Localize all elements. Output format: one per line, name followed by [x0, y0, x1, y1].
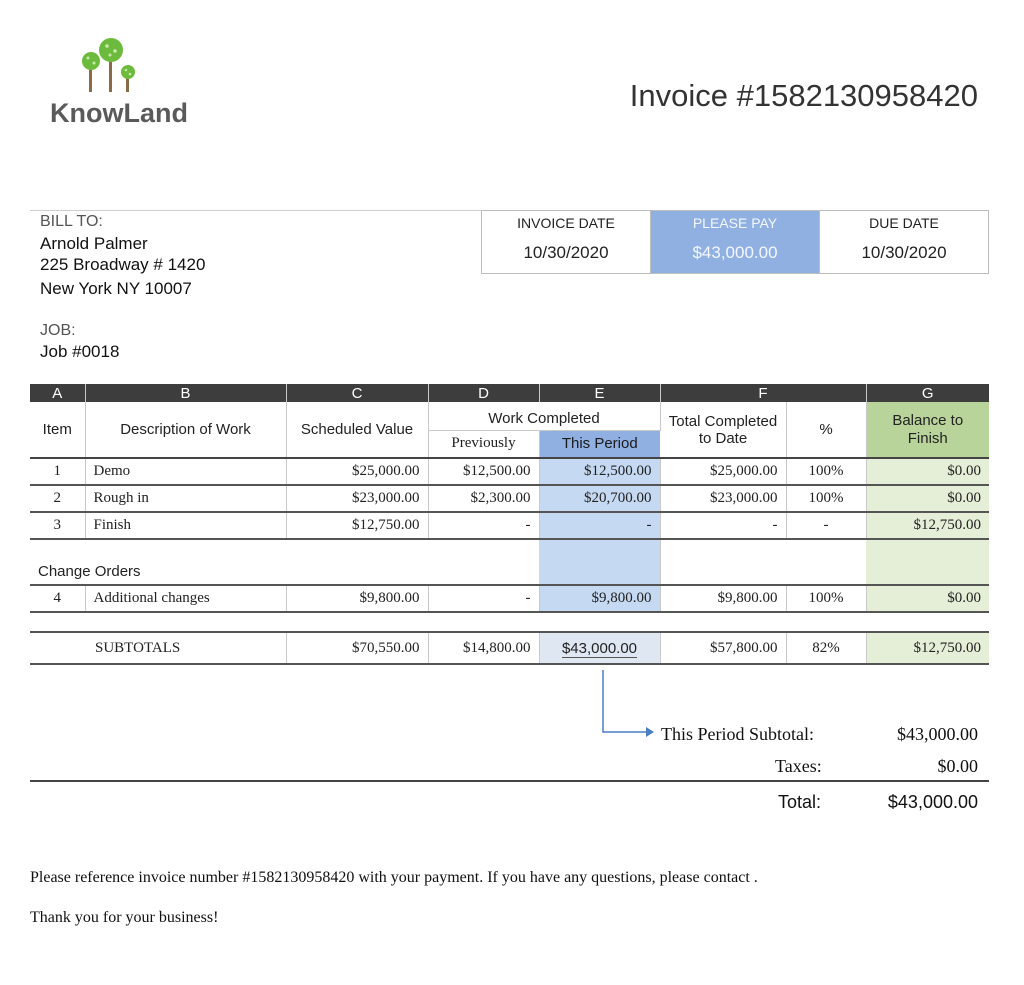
cell-percent: 100%: [786, 458, 866, 485]
column-letter: F: [660, 384, 866, 402]
header-balance: Balance to Finish: [866, 402, 989, 458]
header-row-top: [30, 402, 989, 430]
header-work-completed: Work Completed: [428, 402, 660, 430]
table-row: [30, 512, 989, 539]
work-table: [30, 384, 989, 665]
taxes-label: Taxes:: [775, 756, 822, 776]
column-letter: C: [286, 384, 428, 402]
table-row: [30, 585, 989, 612]
subtotal-this-period: [539, 632, 660, 664]
header-percent: %: [786, 402, 866, 458]
cell-scheduled: $9,800.00: [286, 585, 428, 612]
cell-balance: $0.00: [866, 458, 989, 485]
invoice-date-value: 10/30/2020: [523, 243, 609, 262]
header-item: Item: [30, 402, 85, 458]
cell-empty: [30, 632, 85, 664]
logo-trees-icon: [74, 36, 144, 96]
bill-to-address1: 225 Broadway # 1420: [40, 255, 206, 274]
cell-previously: -: [428, 512, 539, 539]
header-description: Description of Work: [85, 402, 286, 458]
cell-item: 3: [30, 512, 85, 539]
column-letter: E: [539, 384, 660, 402]
cell-item: 4: [30, 585, 85, 612]
cell-item: 2: [30, 485, 85, 512]
invoice-date-cell: [482, 211, 651, 273]
cell-this-period: $9,800.00: [539, 585, 660, 612]
column-letter: B: [85, 384, 286, 402]
please-pay-cell: [651, 211, 820, 273]
cell-scheduled: $25,000.00: [286, 458, 428, 485]
subtotals-label: SUBTOTALS: [85, 632, 286, 664]
column-letter: A: [30, 384, 85, 402]
subtotal-scheduled: $70,550.00: [286, 632, 428, 664]
bill-to-name: Arnold Palmer: [40, 234, 148, 253]
due-date-value: 10/30/2020: [861, 243, 947, 262]
taxes-value: $0.00: [937, 756, 978, 776]
subtotals-row: [30, 632, 989, 664]
period-subtotal-label: This Period Subtotal:: [661, 724, 814, 744]
invoice-date-label: INVOICE DATE: [517, 215, 615, 231]
due-date-cell: [820, 211, 988, 273]
please-pay-value: $43,000.00: [692, 243, 778, 262]
header-total-completed: Total Completed to Date: [660, 402, 786, 458]
cell-balance: $0.00: [866, 485, 989, 512]
bill-to-address2: New York NY 10007: [40, 279, 192, 298]
cell-this-period: [539, 539, 660, 585]
period-subtotal-value: $43,000.00: [897, 724, 978, 744]
cell-description: Demo: [85, 458, 286, 485]
cell-this-period: $12,500.00: [539, 458, 660, 485]
total-value: $43,000.00: [887, 792, 978, 812]
column-letter: D: [428, 384, 539, 402]
reference-note: Please reference invoice number #1582130958420 with your payment. If you have any questions, please contact .: [30, 869, 758, 886]
cell-description: Rough in: [85, 485, 286, 512]
subtotal-this-period-value: $43,000.00: [561, 639, 638, 657]
total-label: Total:: [778, 792, 822, 812]
cell-balance: $0.00: [866, 585, 989, 612]
divider: [30, 210, 482, 211]
cell-scheduled: $12,750.00: [286, 512, 428, 539]
cell-scheduled: $23,000.00: [286, 485, 428, 512]
cell-balance: $12,750.00: [866, 512, 989, 539]
cell-previously: $12,500.00: [428, 458, 539, 485]
change-orders-label: Change Orders: [30, 539, 539, 585]
bill-to-label: BILL TO:: [40, 213, 103, 230]
change-orders-row: [30, 539, 989, 585]
cell-empty: [660, 539, 866, 585]
cell-previously: -: [428, 585, 539, 612]
header-this-period: This Period: [539, 430, 660, 458]
cell-previously: $2,300.00: [428, 485, 539, 512]
cell-this-period: -: [539, 512, 660, 539]
subtotal-percent: 82%: [786, 632, 866, 664]
cell-total: $9,800.00: [660, 585, 786, 612]
logo-text: KnowLand: [50, 98, 188, 128]
cell-item: 1: [30, 458, 85, 485]
cell-total: $25,000.00: [660, 458, 786, 485]
invoice-summary: [481, 210, 989, 274]
subtotal-total: $57,800.00: [660, 632, 786, 664]
arrow-connector-icon: [598, 670, 658, 740]
subtotal-balance: $12,750.00: [866, 632, 989, 664]
cell-description: Additional changes: [85, 585, 286, 612]
please-pay-label: PLEASE PAY: [692, 215, 778, 231]
thanks-note: Thank you for your business!: [30, 909, 219, 926]
cell-total: -: [660, 512, 786, 539]
cell-percent: 100%: [786, 485, 866, 512]
cell-description: Finish: [85, 512, 286, 539]
header-previously: Previously: [428, 430, 539, 458]
invoice-title: Invoice #1582130958420: [629, 78, 978, 113]
totals-divider: [30, 780, 989, 782]
column-letter: G: [866, 384, 989, 402]
subtotal-previously: $14,800.00: [428, 632, 539, 664]
cell-balance: [866, 539, 989, 585]
table-row: [30, 485, 989, 512]
table-gap: [30, 612, 989, 632]
header-scheduled: Scheduled Value: [286, 402, 428, 458]
column-letters-row: [30, 384, 989, 402]
cell-percent: 100%: [786, 585, 866, 612]
cell-total: $23,000.00: [660, 485, 786, 512]
cell-percent: -: [786, 512, 866, 539]
job-label: JOB:: [40, 322, 76, 339]
job-value: Job #0018: [40, 342, 120, 361]
due-date-label: DUE DATE: [869, 215, 939, 231]
cell-this-period: $20,700.00: [539, 485, 660, 512]
table-row: [30, 458, 989, 485]
